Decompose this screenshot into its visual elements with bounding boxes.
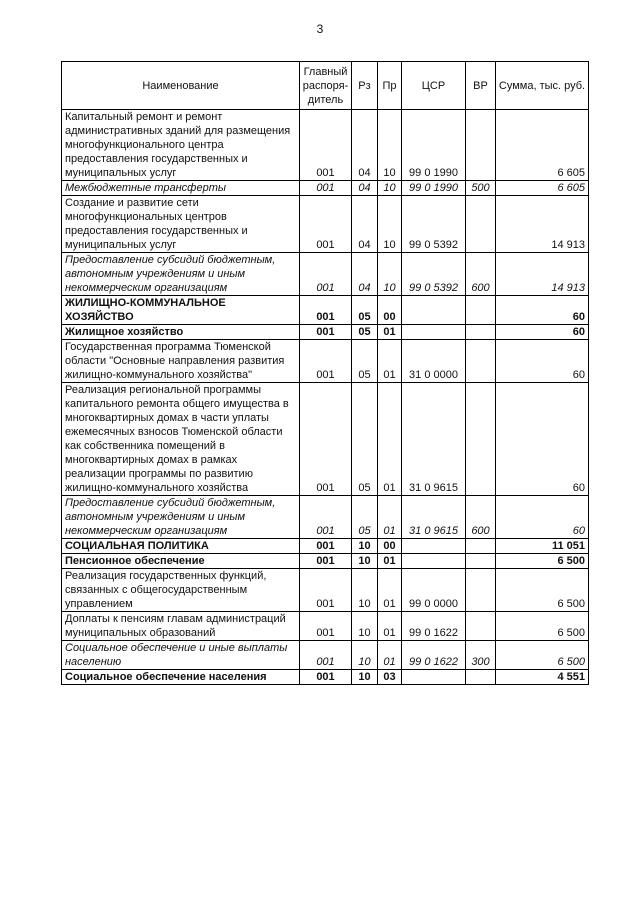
cell-pr: 10	[378, 196, 402, 253]
cell-name: Предоставление субсидий бюджетным, автономным учреждениям и иным некоммерческим организациям	[62, 253, 300, 296]
cell-sum: 6 500	[496, 569, 589, 612]
cell-rz: 05	[352, 296, 378, 325]
cell-chief: 001	[300, 569, 352, 612]
cell-chief: 001	[300, 612, 352, 641]
cell-csr	[402, 539, 466, 554]
table-row	[62, 340, 589, 383]
cell-csr: 99 0 1990	[402, 181, 466, 196]
cell-vr	[466, 612, 496, 641]
table-row	[62, 181, 589, 196]
cell-rz: 05	[352, 383, 378, 496]
header-row	[62, 62, 589, 110]
cell-vr	[466, 340, 496, 383]
table-row	[62, 612, 589, 641]
cell-csr	[402, 296, 466, 325]
cell-name: Социальное обеспечение населения	[62, 670, 300, 685]
cell-vr	[466, 325, 496, 340]
header-name: Наименование	[62, 62, 300, 110]
cell-chief: 001	[300, 539, 352, 554]
cell-csr: 31 0 9615	[402, 496, 466, 539]
cell-vr	[466, 296, 496, 325]
cell-vr: 500	[466, 181, 496, 196]
cell-name: Пенсионное обеспечение	[62, 554, 300, 569]
cell-chief: 001	[300, 296, 352, 325]
cell-pr: 01	[378, 612, 402, 641]
cell-vr	[466, 670, 496, 685]
cell-name: СОЦИАЛЬНАЯ ПОЛИТИКА	[62, 539, 300, 554]
cell-chief: 001	[300, 340, 352, 383]
cell-sum: 6 500	[496, 554, 589, 569]
cell-vr	[466, 110, 496, 181]
cell-rz: 10	[352, 670, 378, 685]
table-row	[62, 196, 589, 253]
table-row	[62, 253, 589, 296]
cell-name: Жилищное хозяйство	[62, 325, 300, 340]
cell-sum: 60	[496, 325, 589, 340]
cell-rz: 10	[352, 554, 378, 569]
cell-pr: 01	[378, 569, 402, 612]
cell-csr: 99 0 1622	[402, 612, 466, 641]
cell-name: Государственная программа Тюменской области "Основные направления развития жилищно-коммунального хозяйства"	[62, 340, 300, 383]
cell-pr: 00	[378, 296, 402, 325]
cell-chief: 001	[300, 253, 352, 296]
cell-vr	[466, 554, 496, 569]
cell-chief: 001	[300, 670, 352, 685]
cell-name: Создание и развитие сети многофункциональных центров предоставления государственных и муниципальных услуг	[62, 196, 300, 253]
header-rz: Рз	[352, 62, 378, 110]
cell-rz: 05	[352, 325, 378, 340]
cell-chief: 001	[300, 641, 352, 670]
cell-chief: 001	[300, 325, 352, 340]
cell-chief: 001	[300, 110, 352, 181]
cell-rz: 10	[352, 641, 378, 670]
cell-pr: 10	[378, 253, 402, 296]
cell-csr: 99 0 1622	[402, 641, 466, 670]
cell-rz: 10	[352, 539, 378, 554]
budget-table	[61, 61, 589, 685]
cell-vr	[466, 196, 496, 253]
cell-csr: 31 0 0000	[402, 340, 466, 383]
cell-pr: 01	[378, 383, 402, 496]
cell-csr	[402, 554, 466, 569]
cell-rz: 05	[352, 496, 378, 539]
cell-sum: 6 500	[496, 641, 589, 670]
table-row	[62, 383, 589, 496]
cell-sum: 14 913	[496, 253, 589, 296]
header-sum: Сумма, тыс. руб.	[496, 62, 589, 110]
cell-rz: 04	[352, 196, 378, 253]
cell-sum: 4 551	[496, 670, 589, 685]
cell-rz: 04	[352, 110, 378, 181]
cell-chief: 001	[300, 554, 352, 569]
cell-rz: 04	[352, 181, 378, 196]
cell-rz: 05	[352, 340, 378, 383]
cell-sum: 6 500	[496, 612, 589, 641]
cell-sum: 60	[496, 496, 589, 539]
cell-name: Социальное обеспечение и иные выплаты населению	[62, 641, 300, 670]
cell-name: Капитальный ремонт и ремонт административных зданий для размещения многофункционального центра предоставления государственных и муниципальных услуг	[62, 110, 300, 181]
table-row	[62, 110, 589, 181]
cell-vr	[466, 383, 496, 496]
cell-vr: 600	[466, 496, 496, 539]
cell-sum: 60	[496, 296, 589, 325]
cell-name: ЖИЛИЩНО-КОММУНАЛЬНОЕ ХОЗЯЙСТВО	[62, 296, 300, 325]
cell-csr: 99 0 0000	[402, 569, 466, 612]
cell-sum: 60	[496, 340, 589, 383]
cell-csr: 99 0 1990	[402, 110, 466, 181]
table-row	[62, 641, 589, 670]
cell-csr	[402, 325, 466, 340]
table-row	[62, 554, 589, 569]
cell-chief: 001	[300, 496, 352, 539]
table-row	[62, 496, 589, 539]
cell-csr: 99 0 5392	[402, 196, 466, 253]
cell-pr: 01	[378, 641, 402, 670]
table-row	[62, 325, 589, 340]
cell-chief: 001	[300, 181, 352, 196]
cell-name: Реализация региональной программы капитального ремонта общего имущества в многоквартирных домах в части уплаты ежемесячных взносов Тюменской области как собственника помещений в многоквартирных домах в рамках реализации программы по развитию жилищно-коммунального хозяйства	[62, 383, 300, 496]
table-row	[62, 539, 589, 554]
header-vr: ВР	[466, 62, 496, 110]
cell-csr: 31 0 9615	[402, 383, 466, 496]
cell-name: Предоставление субсидий бюджетным, автономным учреждениям и иным некоммерческим организациям	[62, 496, 300, 539]
cell-vr: 600	[466, 253, 496, 296]
table-row	[62, 569, 589, 612]
cell-pr: 01	[378, 496, 402, 539]
cell-name: Реализация государственных функций, связанных с общегосударственным управлением	[62, 569, 300, 612]
cell-sum: 60	[496, 383, 589, 496]
cell-pr: 01	[378, 554, 402, 569]
page-number: 3	[316, 22, 324, 36]
cell-chief: 001	[300, 383, 352, 496]
cell-sum: 6 605	[496, 181, 589, 196]
cell-sum: 6 605	[496, 110, 589, 181]
cell-rz: 10	[352, 612, 378, 641]
cell-rz: 10	[352, 569, 378, 612]
cell-csr: 99 0 5392	[402, 253, 466, 296]
cell-name: Межбюджетные трансферты	[62, 181, 300, 196]
cell-sum: 11 051	[496, 539, 589, 554]
cell-pr: 10	[378, 181, 402, 196]
header-pr: Пр	[378, 62, 402, 110]
cell-csr	[402, 670, 466, 685]
cell-chief: 001	[300, 196, 352, 253]
cell-pr: 01	[378, 325, 402, 340]
cell-vr: 300	[466, 641, 496, 670]
table-row	[62, 296, 589, 325]
cell-sum: 14 913	[496, 196, 589, 253]
cell-pr: 03	[378, 670, 402, 685]
cell-rz: 04	[352, 253, 378, 296]
cell-vr	[466, 539, 496, 554]
cell-pr: 10	[378, 110, 402, 181]
cell-pr: 00	[378, 539, 402, 554]
table-row	[62, 670, 589, 685]
cell-name: Доплаты к пенсиям главам администраций муниципальных образований	[62, 612, 300, 641]
header-csr: ЦСР	[402, 62, 466, 110]
cell-pr: 01	[378, 340, 402, 383]
cell-vr	[466, 569, 496, 612]
header-chief: Главный распоря-дитель	[300, 62, 352, 110]
